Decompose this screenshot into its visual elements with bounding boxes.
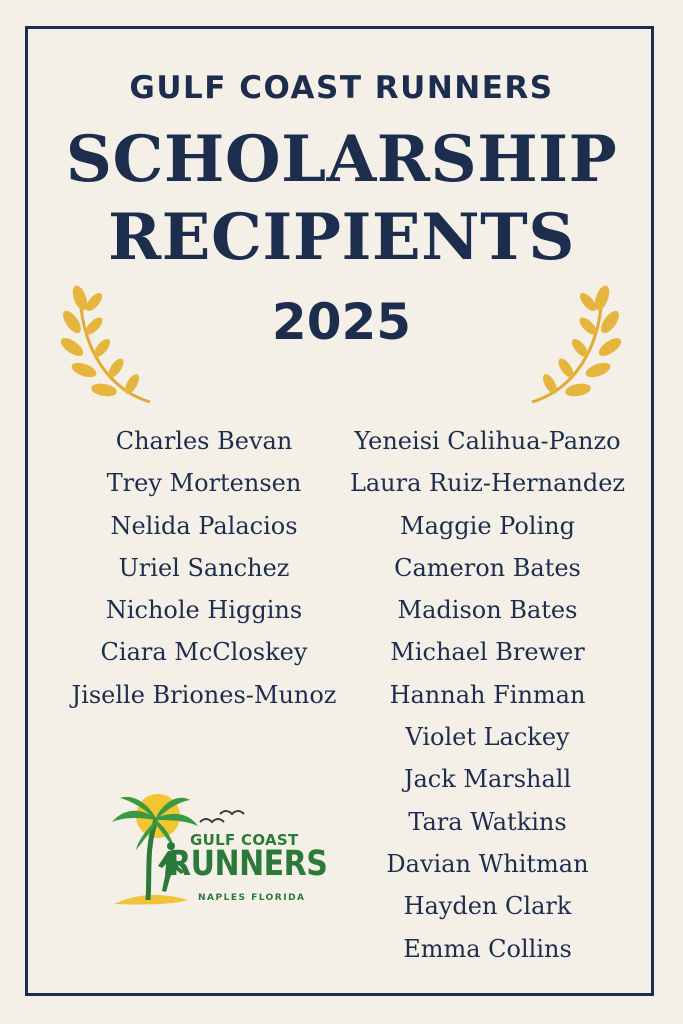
recipient-name: Maggie Poling xyxy=(400,511,575,540)
recipient-name: Yeneisi Calihua-Panzo xyxy=(354,427,621,455)
year-heading: 2025 xyxy=(271,293,412,351)
recipient-name: Jiselle Briones-Munoz xyxy=(71,680,337,709)
laurel-left-icon xyxy=(50,280,160,410)
recipient-name: Cameron Bates xyxy=(394,553,581,582)
recipient-name: Laura Ruiz-Hernandez xyxy=(349,469,626,498)
recipient-name: Hannah Finman xyxy=(389,680,586,709)
recipients-right-column xyxy=(340,420,635,970)
recipient-name: Charles Bevan xyxy=(115,427,293,455)
recipient-name: Jack Marshall xyxy=(403,765,572,794)
recipient-name: Ciara McCloskey xyxy=(100,638,308,667)
recipient-name: Madison Bates xyxy=(397,596,578,625)
recipient-name: Davian Whitman xyxy=(386,849,589,878)
gulf-coast-runners-logo xyxy=(108,788,328,913)
logo-text-runners: RUNNERS xyxy=(168,844,328,885)
recipient-name: Nichole Higgins xyxy=(105,596,303,625)
recipient-name: Uriel Sanchez xyxy=(118,553,290,582)
logo-text-location: NAPLES FLORIDA xyxy=(198,893,306,903)
org-name-heading: GULF COAST RUNNERS xyxy=(129,70,554,106)
logo-text-gulf-coast: GULF COAST xyxy=(190,831,299,849)
title-line-2: RECIPIENTS xyxy=(107,200,576,275)
recipient-name: Michael Brewer xyxy=(390,638,585,667)
recipient-name: Emma Collins xyxy=(403,934,572,963)
island-shape xyxy=(114,895,188,905)
laurel-right-icon xyxy=(522,280,632,410)
recipient-name: Violet Lackey xyxy=(405,723,570,752)
recipient-name: Trey Mortensen xyxy=(106,469,302,498)
recipient-name: Hayden Clark xyxy=(403,892,572,921)
birds-icon xyxy=(200,811,244,822)
recipients-left-column xyxy=(58,420,350,716)
recipient-name: Tara Watkins xyxy=(408,807,567,836)
title-line-1: SCHOLARSHIP xyxy=(65,122,618,197)
recipient-name: Nelida Palacios xyxy=(110,511,298,540)
